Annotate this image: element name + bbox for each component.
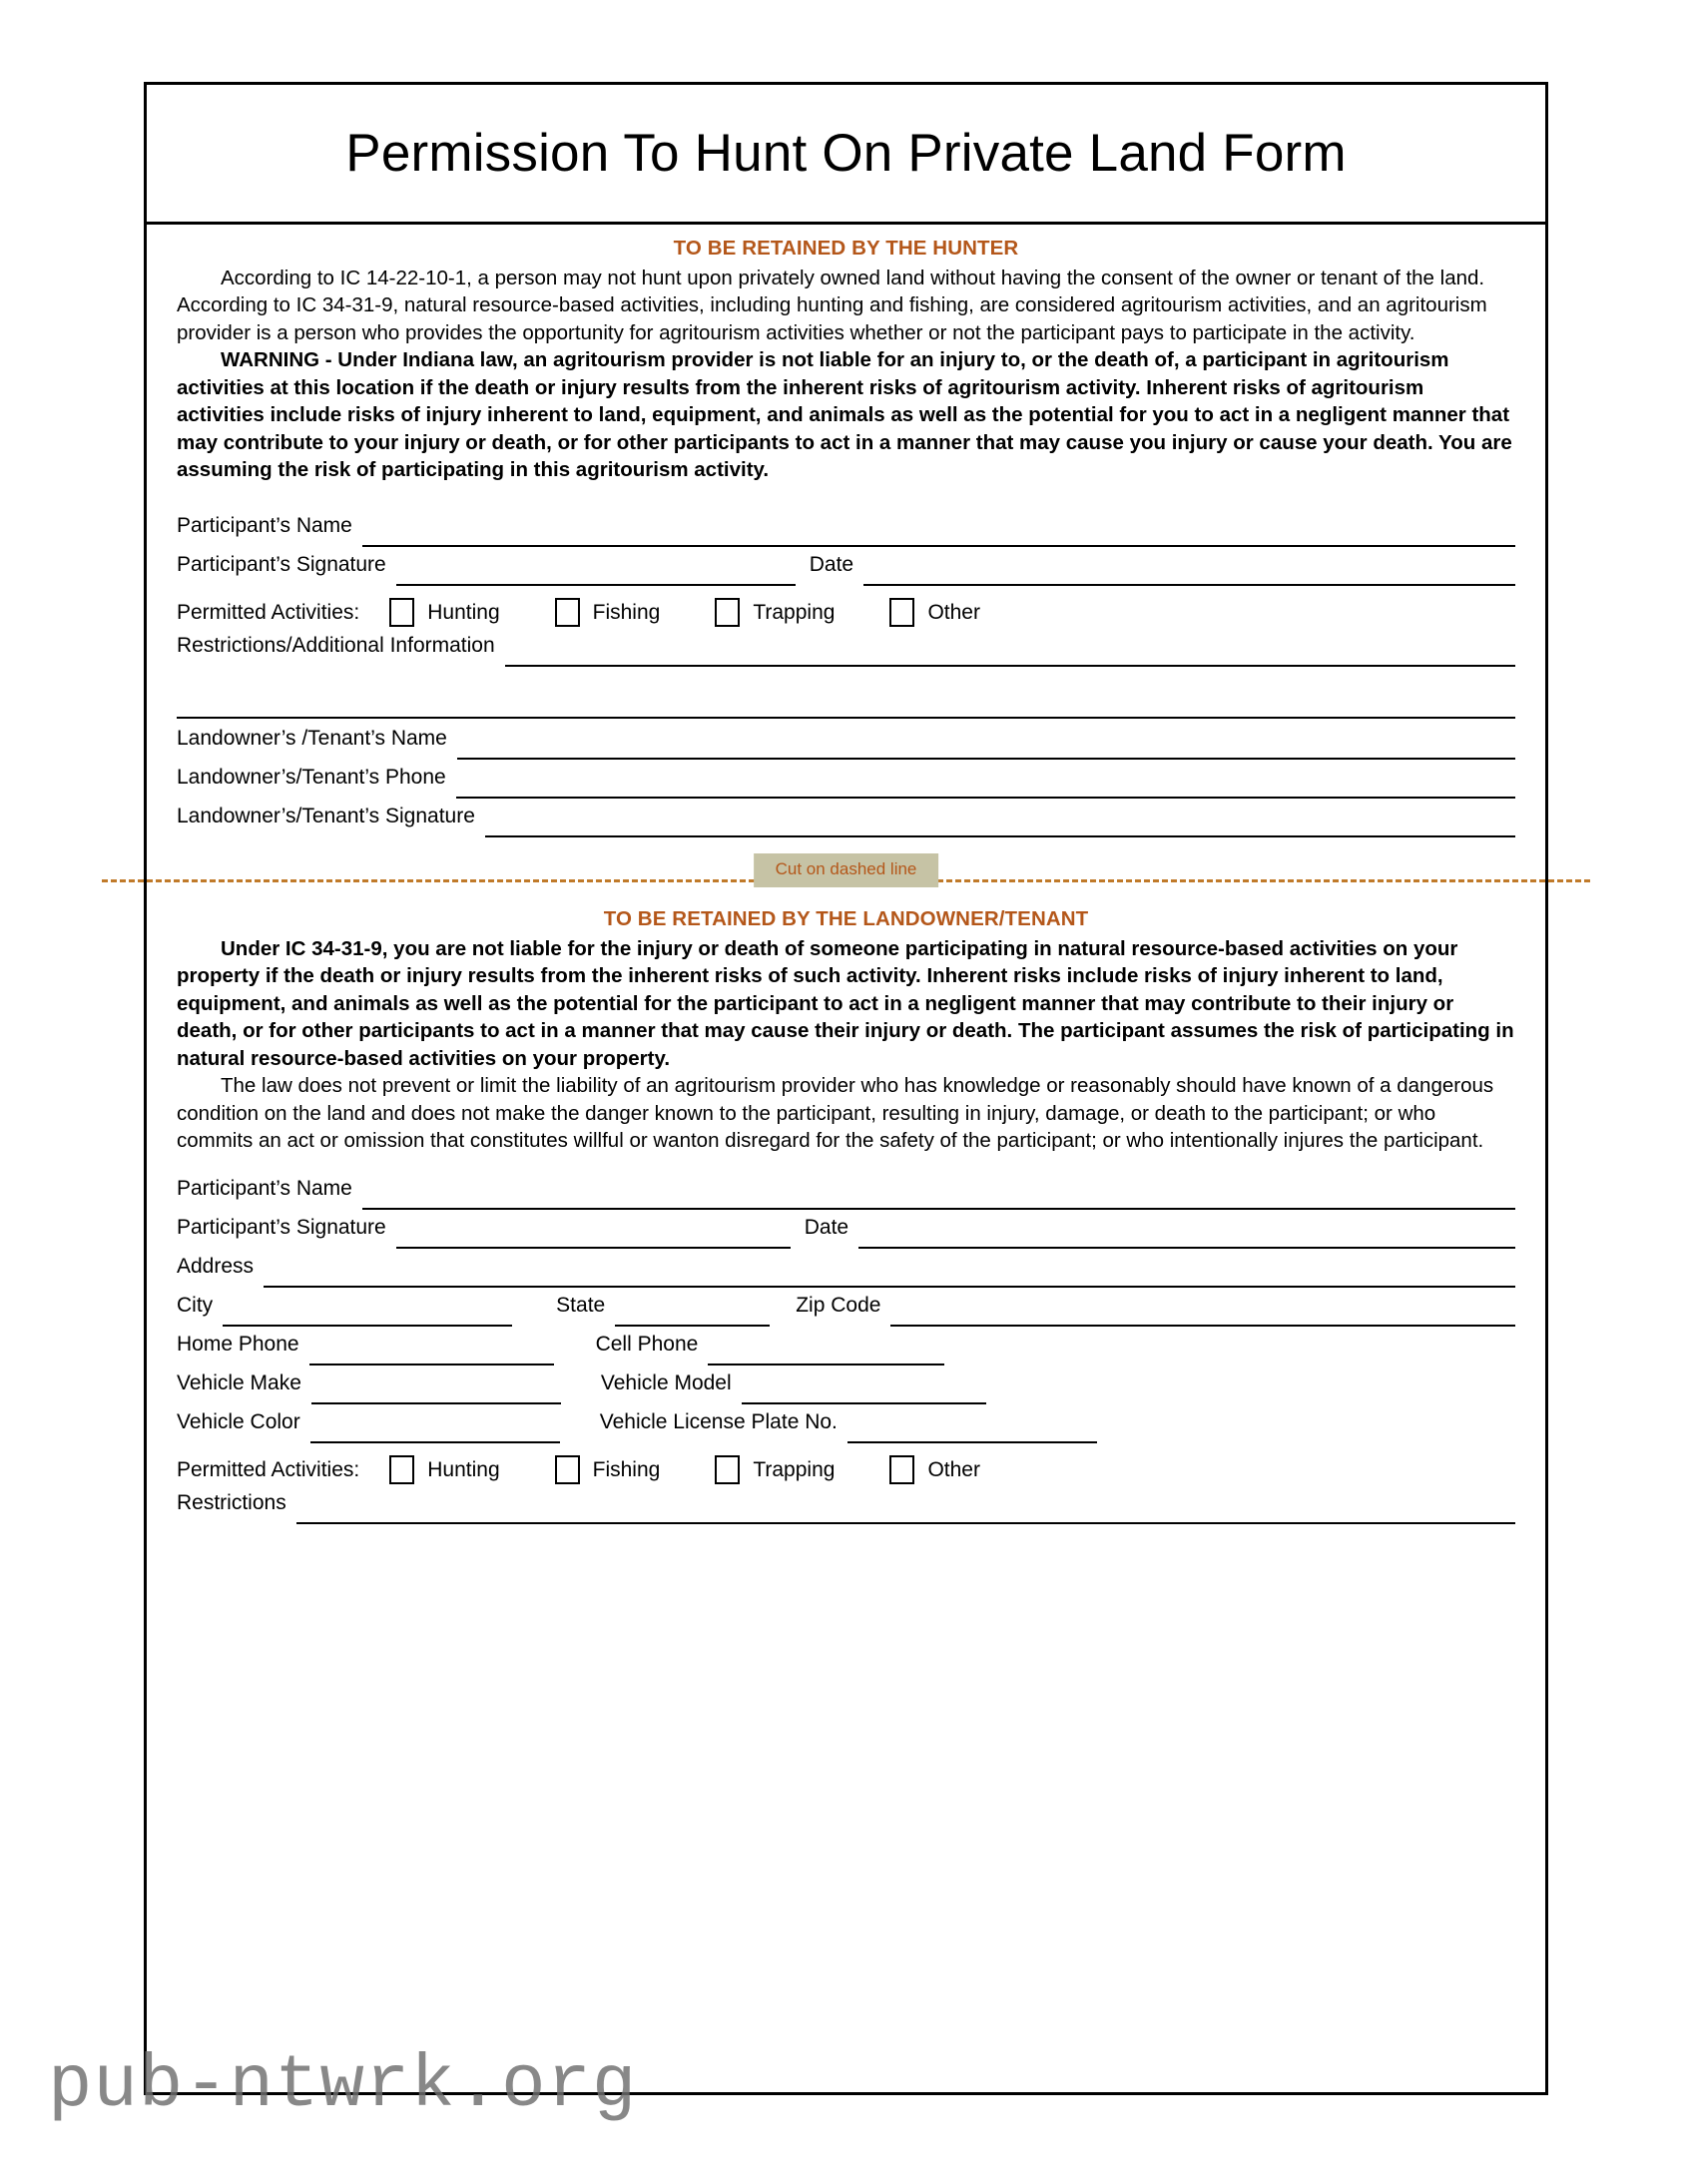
form-title-box [147, 85, 1545, 225]
field-row-permitted-activities [177, 592, 1515, 634]
lo-checkbox-hunting[interactable] [389, 1455, 414, 1484]
lo-checkbox-other[interactable] [889, 1455, 914, 1484]
hunter-paragraph-1: According to IC 14-22-10-1, a person may not hunt upon privately owned land without having the consent of the owner or tenant of the land. According to IC 34-31-9, natural resource-based activities, including hunting and fishing, are considered agritourism activities, and an agritourism provider is a person who provides the opportunity for agritourism activities whether or not the participant pays to participate in the activity. [177, 267, 1487, 344]
address-label: Address [177, 1254, 255, 1278]
participant-signature-label: Participant’s Signature [177, 552, 386, 576]
field-row-landowner-phone [177, 766, 1515, 805]
cell-phone-input[interactable] [708, 1363, 944, 1365]
field-row-participant-signature [177, 553, 1515, 592]
activity-option-hunting[interactable] [389, 598, 499, 627]
restrictions-input[interactable] [505, 664, 1515, 667]
vehicle-color-input[interactable] [310, 1440, 560, 1443]
home-phone-label: Home Phone [177, 1332, 299, 1356]
activity-label-trapping: Trapping [753, 600, 836, 624]
participant-signature-input[interactable] [396, 583, 796, 586]
field-row-address [177, 1255, 1515, 1294]
hunter-section-heading: TO BE RETAINED BY THE HUNTER [673, 237, 1019, 260]
vehicle-model-input[interactable] [742, 1401, 986, 1404]
lo-activity-option-trapping[interactable] [715, 1455, 835, 1484]
lo-restrictions-label: Restrictions [177, 1490, 286, 1514]
activity-option-trapping[interactable] [715, 598, 835, 627]
hunter-form-fields [177, 514, 1515, 843]
field-row-lo-participant-signature [177, 1216, 1515, 1255]
form-page-frame [144, 82, 1548, 2095]
field-row-participant-name [177, 514, 1515, 553]
lo-participant-signature-input[interactable] [396, 1246, 791, 1249]
checkbox-hunting[interactable] [389, 598, 414, 627]
landowner-paragraph-1: Under IC 34-31-9, you are not liable for the injury or death of someone participating in natural resource-based activities on your property if the death or injury results from the inherent risks of such activity. Inherent risks include risks of injury inherent to land, equipment, and animals as well as the potential for the participant to act in a negligent manner that may contribute to their injury or death, or for other participants to act in a manner that may cause their injury or death. The participant assumes the risk of participating in natural resource-based activities on your property. [177, 936, 1514, 1070]
vehicle-model-label: Vehicle Model [600, 1370, 732, 1394]
lo-checkbox-fishing[interactable] [555, 1455, 580, 1484]
landowner-phone-label: Landowner’s/Tenant’s Phone [177, 765, 446, 789]
checkbox-trapping[interactable] [715, 598, 740, 627]
site-watermark: pub-ntwrk.org [48, 2044, 638, 2128]
field-row-restrictions-continued [177, 673, 1515, 719]
zip-code-input[interactable] [890, 1324, 1515, 1327]
landowner-signature-label: Landowner’s/Tenant’s Signature [177, 804, 475, 827]
restrictions-label: Restrictions/Additional Information [177, 633, 495, 657]
activity-label-fishing: Fishing [592, 600, 661, 624]
lo-participant-name-label: Participant’s Name [177, 1176, 352, 1200]
lo-participant-name-input[interactable] [362, 1207, 1515, 1210]
date-label: Date [809, 552, 854, 576]
field-row-vehicle-make-model [177, 1371, 1515, 1410]
participant-name-input[interactable] [362, 544, 1515, 547]
lo-activity-label-trapping: Trapping [753, 1457, 836, 1481]
field-row-lo-permitted-activities [177, 1449, 1515, 1491]
activity-option-fishing[interactable] [555, 598, 661, 627]
lo-activity-option-other[interactable] [889, 1455, 980, 1484]
landowner-section-heading: TO BE RETAINED BY THE LANDOWNER/TENANT [603, 906, 1089, 930]
field-row-lo-participant-name [177, 1177, 1515, 1216]
vehicle-color-label: Vehicle Color [177, 1409, 300, 1433]
checkbox-fishing[interactable] [555, 598, 580, 627]
lo-permitted-activities-label: Permitted Activities: [177, 1457, 360, 1481]
lo-activity-option-fishing[interactable] [555, 1455, 661, 1484]
lo-activity-option-hunting[interactable] [389, 1455, 499, 1484]
activity-option-other[interactable] [889, 598, 980, 627]
landowner-paragraph-2: The law does not prevent or limit the liability of an agritourism provider who has knowledge or reasonably should have known of a dangerous condition on the land and does not make the danger known to the participant, resulting in injury, damage, or death to the participant; or who commits an act or omission that constitutes willful or wanton disregard for the safety of the participant; or who intentionally injures the participant. [177, 1074, 1494, 1153]
lo-date-label: Date [804, 1215, 849, 1239]
home-phone-input[interactable] [309, 1363, 554, 1365]
cell-phone-label: Cell Phone [595, 1332, 699, 1356]
field-row-phones [177, 1333, 1515, 1371]
address-input[interactable] [264, 1285, 1515, 1288]
cut-line-label: Cut on dashed line [754, 853, 939, 887]
lo-activity-label-hunting: Hunting [427, 1457, 500, 1481]
city-label: City [177, 1293, 214, 1317]
restrictions-input-line2[interactable] [177, 716, 1515, 719]
field-row-lo-restrictions [177, 1491, 1515, 1530]
lo-activity-label-fishing: Fishing [592, 1457, 661, 1481]
field-row-vehicle-color-plate [177, 1410, 1515, 1449]
lo-activity-label-other: Other [927, 1457, 980, 1481]
cut-on-dashed-line [147, 853, 1545, 897]
vehicle-license-plate-label: Vehicle License Plate No. [599, 1409, 838, 1433]
permitted-activities-label: Permitted Activities: [177, 600, 360, 624]
field-row-restrictions [177, 634, 1515, 673]
lo-participant-signature-label: Participant’s Signature [177, 1215, 386, 1239]
form-body [147, 225, 1545, 2092]
field-row-city-state-zip [177, 1294, 1515, 1333]
landowner-phone-input[interactable] [456, 796, 1515, 799]
vehicle-license-plate-input[interactable] [847, 1440, 1097, 1443]
field-row-landowner-signature [177, 805, 1515, 843]
vehicle-make-label: Vehicle Make [177, 1370, 301, 1394]
landowner-signature-input[interactable] [485, 834, 1515, 837]
participant-name-label: Participant’s Name [177, 513, 352, 537]
zip-code-label: Zip Code [796, 1293, 881, 1317]
landowner-name-label: Landowner’s /Tenant’s Name [177, 726, 447, 750]
date-input[interactable] [863, 583, 1515, 586]
page-title: Permission To Hunt On Private Land Form [345, 124, 1347, 183]
field-row-landowner-name [177, 727, 1515, 766]
activity-label-other: Other [927, 600, 980, 624]
landowner-form-fields [177, 1177, 1515, 1530]
lo-restrictions-input[interactable] [296, 1521, 1515, 1524]
landowner-name-input[interactable] [457, 757, 1515, 760]
state-label: State [556, 1293, 606, 1317]
state-input[interactable] [615, 1324, 770, 1327]
activity-label-hunting: Hunting [427, 600, 500, 624]
vehicle-make-input[interactable] [311, 1401, 561, 1404]
lo-date-input[interactable] [858, 1246, 1515, 1249]
city-input[interactable] [223, 1324, 512, 1327]
lo-checkbox-trapping[interactable] [715, 1455, 740, 1484]
checkbox-other[interactable] [889, 598, 914, 627]
hunter-warning-paragraph: WARNING - Under Indiana law, an agritourism provider is not liable for an injury to, or the death of, a participant in agritourism activities at this location if the death or injury results from the inherent risks of agritourism activity. Inherent risks of agritourism activities include risks of injury inherent to land, equipment, and animals as well as the potential for you to act in a negligent manner that may contribute to your injury or death, or for other participants to act in a manner that may cause you injury or cause your death. You are assuming the risk of participating in this agritourism activity. [177, 348, 1512, 482]
